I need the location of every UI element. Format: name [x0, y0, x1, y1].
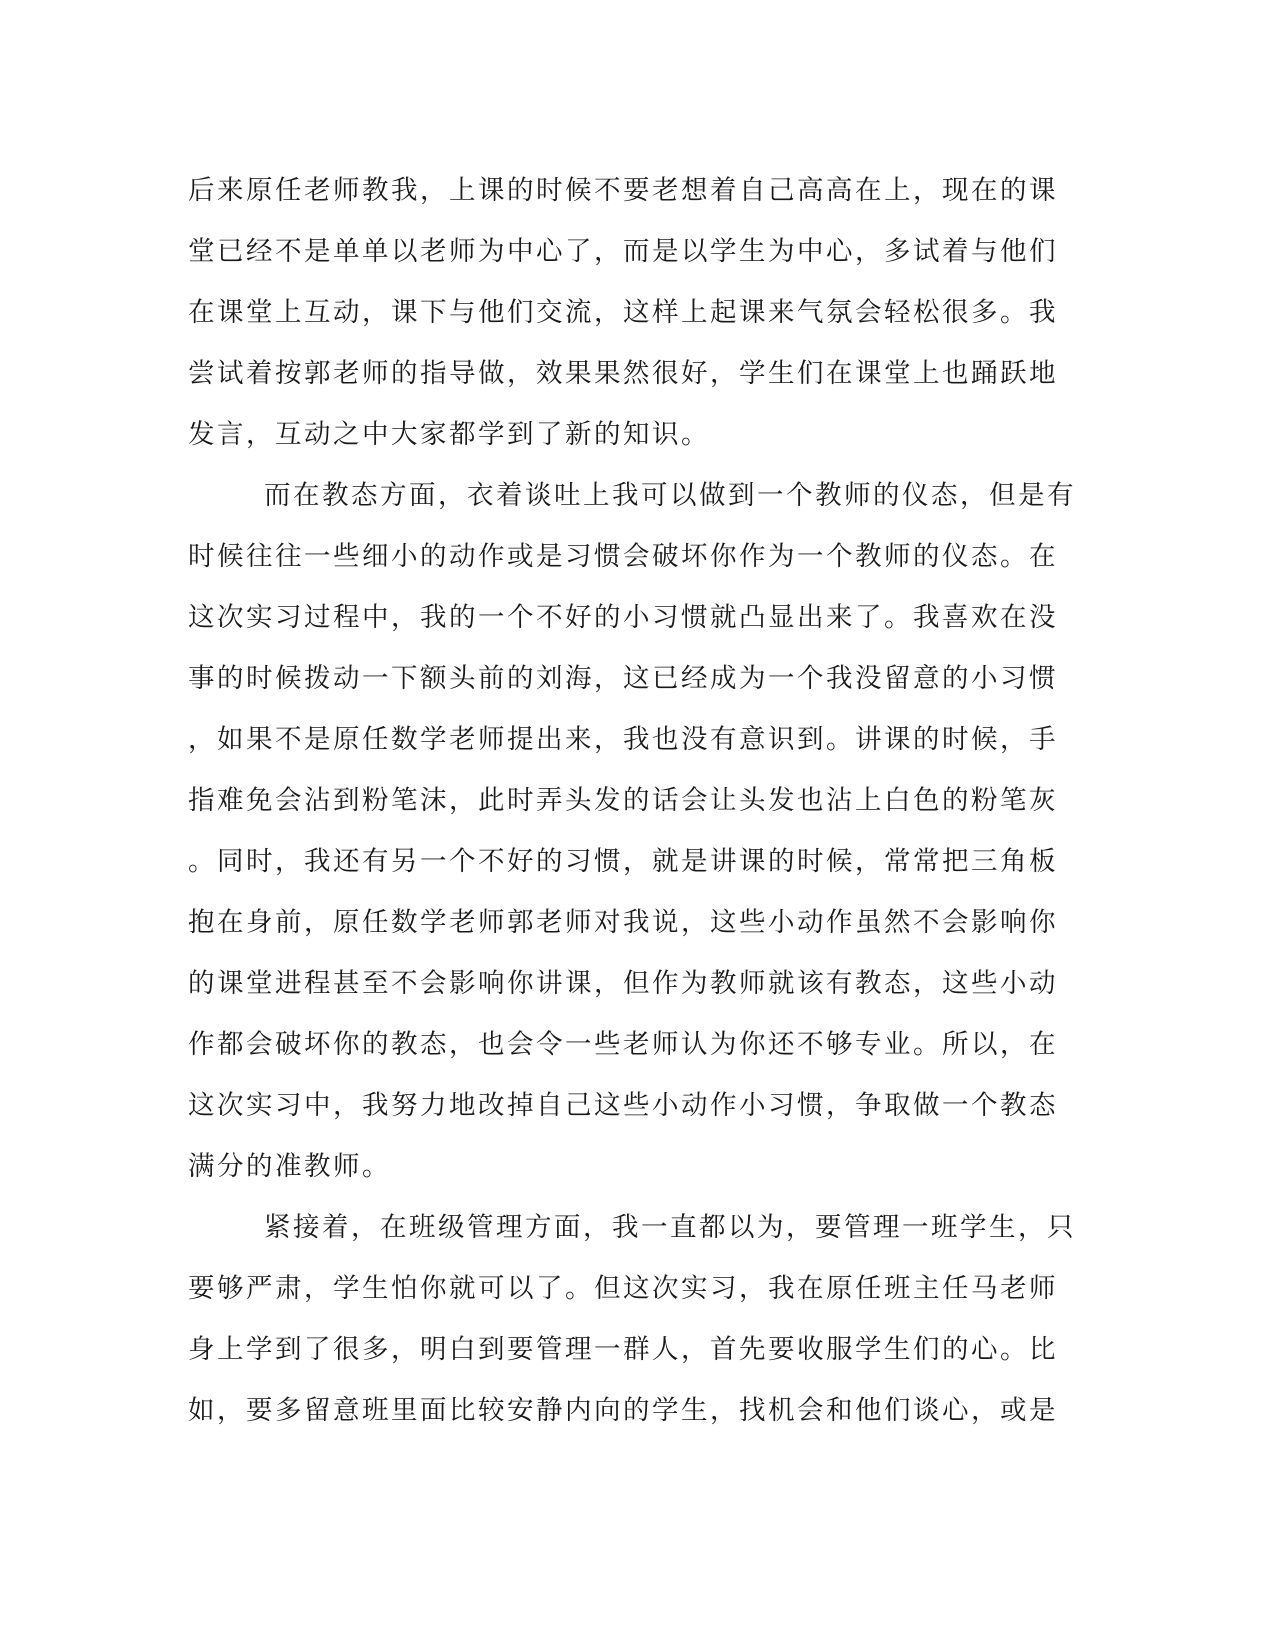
- text-line: 如，要多留意班里面比较安静内向的学生，找机会和他们谈心，或是: [188, 1395, 1058, 1426]
- text-line: 的课堂进程甚至不会影响你讲课，但作为教师就该有教态，这些小动: [188, 968, 1058, 999]
- text-line: 身上学到了很多，明白到要管理一群人，首先要收服学生们的心。比: [188, 1334, 1058, 1365]
- text-line: 。同时，我还有另一个不好的习惯，就是讲课的时候，常常把三角板: [188, 846, 1058, 877]
- text-line: 紧接着，在班级管理方面，我一直都以为，要管理一班学生，只: [264, 1212, 1076, 1243]
- paragraph-3: [188, 1197, 1088, 1441]
- text-line: 这次实习过程中，我的一个不好的小习惯就凸显出来了。我喜欢在没: [188, 602, 1058, 633]
- text-line: 指难免会沾到粉笔沫，此时弄头发的话会让头发也沾上白色的粉笔灰: [188, 785, 1058, 816]
- text-line: 抱在身前，原任数学老师郭老师对我说，这些小动作虽然不会影响你: [188, 907, 1058, 938]
- text-line: 要够严肃，学生怕你就可以了。但这次实习，我在原任班主任马老师: [188, 1273, 1058, 1304]
- text-line: 事的时候拨动一下额头前的刘海，这已经成为一个我没留意的小习惯: [188, 663, 1058, 694]
- text-line: 时候往往一些细小的动作或是习惯会破坏你作为一个教师的仪态。在: [188, 541, 1058, 572]
- text-line: 发言，互动之中大家都学到了新的知识。: [188, 419, 710, 450]
- text-line: 满分的准教师。: [188, 1151, 391, 1182]
- text-line: 作都会破坏你的教态，也会令一些老师认为你还不够专业。所以，在: [188, 1029, 1058, 1060]
- text-line: 后来原任老师教我，上课的时候不要老想着自己高高在上，现在的课: [188, 175, 1058, 206]
- text-line: 尝试着按郭老师的指导做，效果果然很好，学生们在课堂上也踊跃地: [188, 358, 1058, 389]
- text-line: 这次实习中，我努力地改掉自己这些小动作小习惯，争取做一个教态: [188, 1090, 1058, 1121]
- paragraph-2: [188, 465, 1088, 1197]
- paragraph-1: [188, 160, 1088, 465]
- text-line: 而在教态方面，衣着谈吐上我可以做到一个教师的仪态，但是有: [264, 480, 1076, 511]
- text-line: 堂已经不是单单以老师为中心了，而是以学生为中心，多试着与他们: [188, 236, 1058, 267]
- text-line: 在课堂上互动，课下与他们交流，这样上起课来气氛会轻松很多。我: [188, 297, 1058, 328]
- document-body: [188, 160, 1088, 1441]
- text-line: ，如果不是原任数学老师提出来，我也没有意识到。讲课的时候，手: [188, 724, 1058, 755]
